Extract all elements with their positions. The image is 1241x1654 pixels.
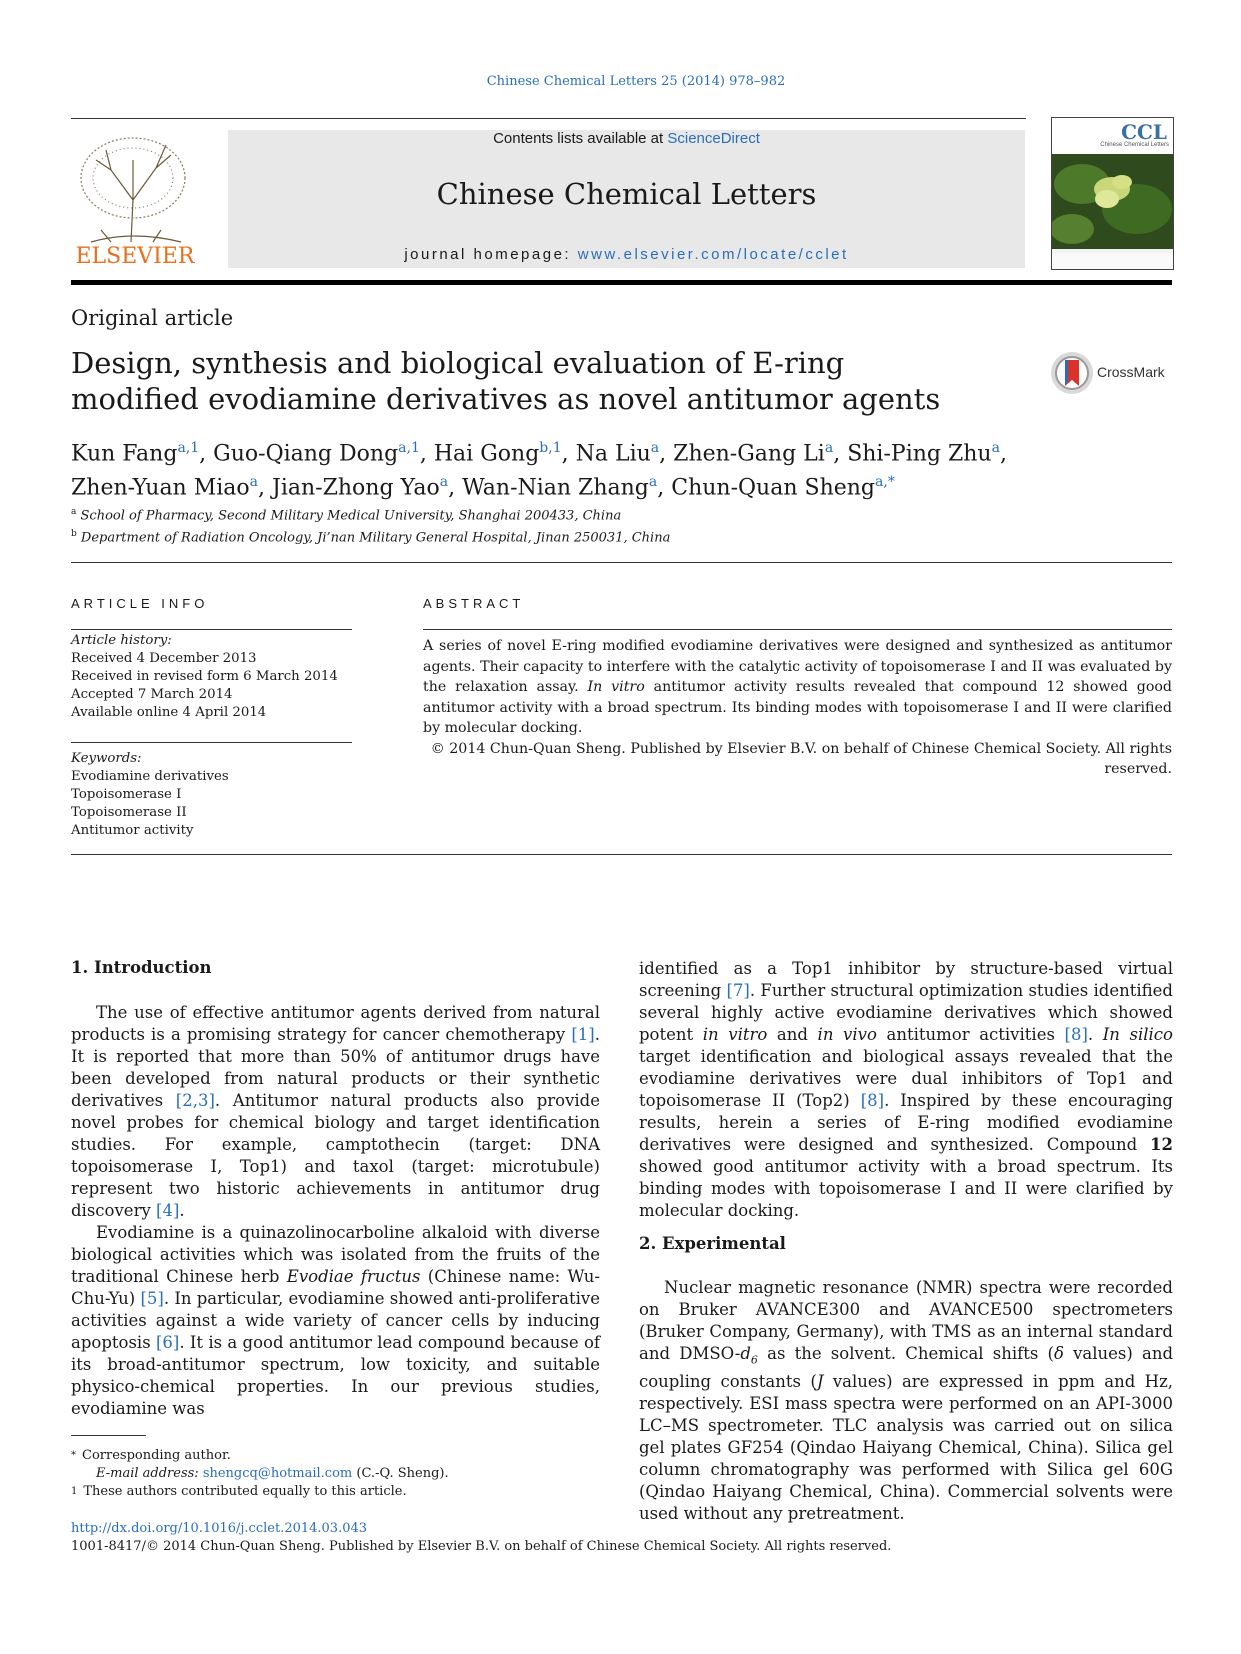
doi-block xyxy=(71,1520,891,1556)
elsevier-logo xyxy=(71,130,199,270)
author-list: Kun Fang$^{a,1}$, Guo-Qiang Dong$^{a,1}$, Hai Gong$^{b,1}$, Na Liu$^a$, Zhen-Gang Li$^a$, Shi-Ping Zhu$^a$, Zhen-Yuan Miao$^a$, Jian-Zhong Yao$^a$, Wan-Nian Zhang$^a$, Chun-Quan Sheng$^{a,*}$ xyxy=(71,440,1007,501)
article-title: Design, synthesis and biological evaluation of E-ring modified evodiamine derivatives as novel antitumor agents xyxy=(71,346,941,416)
info-rule xyxy=(71,629,352,630)
title-divider xyxy=(71,562,1172,563)
author-affiliation-mark[interactable]: a,1 xyxy=(177,440,200,456)
citation-link[interactable]: [7] xyxy=(726,981,750,1000)
intro-paragraph-2: Evodiamine is a quinazolinocarboline alkaloid with diverse biological activities which was isolated from the fruits of the traditional Chinese herb Evodiae fructus (Chinese name: Wu-Chu-Yu) [5]. In particular, evodiamine showed anti-proliferative activities against a wide variety of cancer cells by inducing apoptosis [6]. It is a good antitumor lead compound because of its broad-antitumor spectrum, low toxicity, and suitable physico-chemical properties. In our previous studies, evodiamine was xyxy=(71,1223,600,1418)
experimental-column xyxy=(639,1277,1173,1525)
author-name: Guo-Qiang Dong xyxy=(213,441,399,467)
citation-link[interactable]: [8] xyxy=(1064,1025,1088,1044)
abstract-divider xyxy=(71,854,1172,855)
cover-title: CCL xyxy=(1121,120,1167,144)
intro-paragraph-1: The use of effective antitumor agents derived from natural products is a promising strategy for cancer chemotherapy [1]. It is reported that more than 50% of antitumor drugs have been developed from natural products or their synthetic derivatives [2,3]. Antitumor natural products also provide novel probes for chemical biology and target identification studies. For example, camptothecin (target: DNA topoisomerase I, Top1) and taxol (target: microtubule) represent two historic achievements in antitumor drug discovery [4]. xyxy=(71,1003,600,1220)
homepage-link[interactable]: www.elsevier.com/locate/cclet xyxy=(577,246,849,263)
intro-left-column xyxy=(71,1002,600,1420)
author-name: Zhen-Gang Li xyxy=(673,441,825,467)
doi-link[interactable]: http://dx.doi.org/10.1016/j.cclet.2014.03.043 xyxy=(71,1521,368,1536)
keyword-item: Antitumor activity xyxy=(71,823,194,838)
journal-title: Chinese Chemical Letters xyxy=(436,177,817,211)
abstract-rule xyxy=(423,629,1172,630)
author-name: Na Liu xyxy=(575,441,651,467)
history-revised: Received in revised form 6 March 2014 xyxy=(71,669,338,684)
crossmark-icon xyxy=(1050,351,1094,395)
crossmark-label: CrossMark xyxy=(1097,364,1165,380)
article-history xyxy=(71,632,338,722)
author-name: Jian-Zhong Yao xyxy=(272,475,440,501)
abstract-heading: ABSTRACT xyxy=(423,596,525,611)
experimental-paragraph-1: Nuclear magnetic resonance (NMR) spectra were recorded on Bruker AVANCE300 and AVANCE500 spectrometers (Bruker Company, Germany), with TMS as an internal standard and DMSO-$d_6$ as the solvent. Chemical shifts (δ values) and coupling constants (J values) are expressed in ppm and Hz, respectively. ESI mass spectra were performed on an API-3000 LC–MS spectrometer. TLC analysis was carried out on silica gel plates GF254 (Qindao Haiyang Chemical, China). Silica gel column chromatography was performed with Silica gel 60G (Qindao Haiyang Chemical, China). Commercial solvents were used without any pretreatment. xyxy=(639,1278,1174,1524)
article-type: Original article xyxy=(71,306,234,330)
header-rule xyxy=(71,118,1026,119)
author-name: Hai Gong xyxy=(433,441,540,467)
contents-line: Contents lists available at ScienceDirect xyxy=(493,130,760,147)
citation-link[interactable]: [4] xyxy=(156,1201,180,1220)
footnote-email: E-mail address: shengcq@hotmail.com (C.-Q. Sheng). xyxy=(96,1466,449,1481)
issn-line: 1001-8417/© 2014 Chun-Quan Sheng. Published by Elsevier B.V. on behalf of Chinese Chemical Society. All rights reserved. xyxy=(71,1539,892,1554)
email-link[interactable]: shengcq@hotmail.com xyxy=(202,1466,353,1481)
journal-banner xyxy=(228,130,1025,268)
author-affiliation-mark[interactable]: a xyxy=(439,474,449,491)
keyword-item: Topoisomerase I xyxy=(71,787,182,802)
affiliation-item: $^a$ School of Pharmacy, Second Military Medical University, Shanghai 200433, China xyxy=(71,507,622,524)
homepage-line: journal homepage: www.elsevier.com/locate/cclet xyxy=(404,246,849,263)
sciencedirect-link[interactable]: ScienceDirect xyxy=(667,130,760,147)
history-online: Available online 4 April 2014 xyxy=(71,705,267,720)
author-affiliation-mark[interactable]: a xyxy=(650,440,660,456)
author-affiliation-mark[interactable]: a xyxy=(991,440,1000,456)
header-thick-rule xyxy=(71,280,1172,285)
article-info-heading: ARTICLE INFO xyxy=(71,596,209,611)
keyword-item: Evodiamine derivatives xyxy=(71,769,229,784)
abstract-body: A series of novel E-ring modified evodiamine derivatives were designed and synthesized as antitumor agents. Their capacity to interfere with the catalytic activity of topoisomerase I and II was evaluated by the relaxation assay. In vitro antitumor activity results revealed that compound 12 showed good antitumor activity with a broad spectrum. Its binding modes with topoisomerase I and II were clarified by molecular docking. © 2014 Chun-Quan Sheng. Published by Elsevier B.V. on behalf of Chinese Chemical Society. All rights reserved. xyxy=(423,636,1172,780)
author-name: Kun Fang xyxy=(71,441,178,467)
author-name: Shi-Ping Zhu xyxy=(847,441,992,467)
author-affiliation-mark[interactable]: a xyxy=(824,440,834,456)
keywords xyxy=(71,750,229,840)
citation-link[interactable]: [2,3] xyxy=(175,1091,215,1110)
footnote-rule xyxy=(71,1435,146,1436)
elsevier-wordmark: ELSEVIER xyxy=(75,244,195,269)
author-affiliation-mark[interactable]: a,1 xyxy=(398,440,420,456)
journal-cover-thumbnail[interactable] xyxy=(1051,117,1174,270)
section-heading-introduction: 1. Introduction xyxy=(71,958,212,977)
intro-right-column xyxy=(639,958,1173,1222)
section-heading-experimental: 2. Experimental xyxy=(639,1234,786,1253)
affiliations xyxy=(71,503,670,548)
footnotes xyxy=(71,1447,631,1501)
history-label: Article history: xyxy=(71,633,172,648)
citation-link[interactable]: [8] xyxy=(860,1091,885,1110)
keyword-item: Topoisomerase II xyxy=(71,805,187,820)
author-name: Zhen-Yuan Miao xyxy=(71,475,250,501)
history-accepted: Accepted 7 March 2014 xyxy=(71,687,233,702)
journal-reference-link[interactable]: Chinese Chemical Letters 25 (2014) 978–982 xyxy=(486,74,786,89)
keywords-rule xyxy=(71,742,352,743)
citation-link[interactable]: [1] xyxy=(571,1025,595,1044)
abstract-copyright: © 2014 Chun-Quan Sheng. Published by Elsevier B.V. on behalf of Chinese Chemical Society. All rights reserved. xyxy=(430,740,1172,777)
crossmark-badge[interactable] xyxy=(1050,351,1173,395)
affiliation-item: $^b$ Department of Radiation Oncology, Ji’nan Military General Hospital, Jinan 250031, China xyxy=(71,529,671,546)
footnote-corresponding: * Corresponding author. xyxy=(71,1448,231,1463)
author-name: Chun-Quan Sheng xyxy=(671,475,876,501)
author-affiliation-mark[interactable]: a,* xyxy=(875,474,895,491)
author-affiliation-mark[interactable]: b,1 xyxy=(539,440,562,456)
author-name: Wan-Nian Zhang xyxy=(462,475,649,501)
history-received: Received 4 December 2013 xyxy=(71,651,257,666)
citation-link[interactable]: [6] xyxy=(155,1333,180,1352)
footnote-equal-contribution: $^1$ These authors contributed equally to this article. xyxy=(71,1484,407,1499)
author-affiliation-mark[interactable]: a xyxy=(648,474,658,491)
citation-link[interactable]: [5] xyxy=(140,1289,164,1308)
cover-plant-photo xyxy=(1052,154,1173,249)
cover-subtitle: Chinese Chemical Letters xyxy=(1100,142,1169,148)
author-affiliation-mark[interactable]: a xyxy=(249,474,259,491)
keywords-label: Keywords: xyxy=(71,751,142,766)
intro-paragraph-3: identified as a Top1 inhibitor by structure-based virtual screening [7]. Further structural optimization studies identified several highly active evodiamine derivatives which showed potent in vitro and in vivo antitumor activities [8]. In silico target identification and biological assays revealed that the evodiamine derivatives were dual inhibitors of Top1 and topoisomerase II (Top2) [8]. Inspired by these encouraging results, herein a series of E-ring modified evodiamine derivatives were designed and synthesized. Compound 12 showed good antitumor activity with a broad spectrum. Its binding modes with topoisomerase I and II were clarified by molecular docking. xyxy=(639,959,1173,1220)
